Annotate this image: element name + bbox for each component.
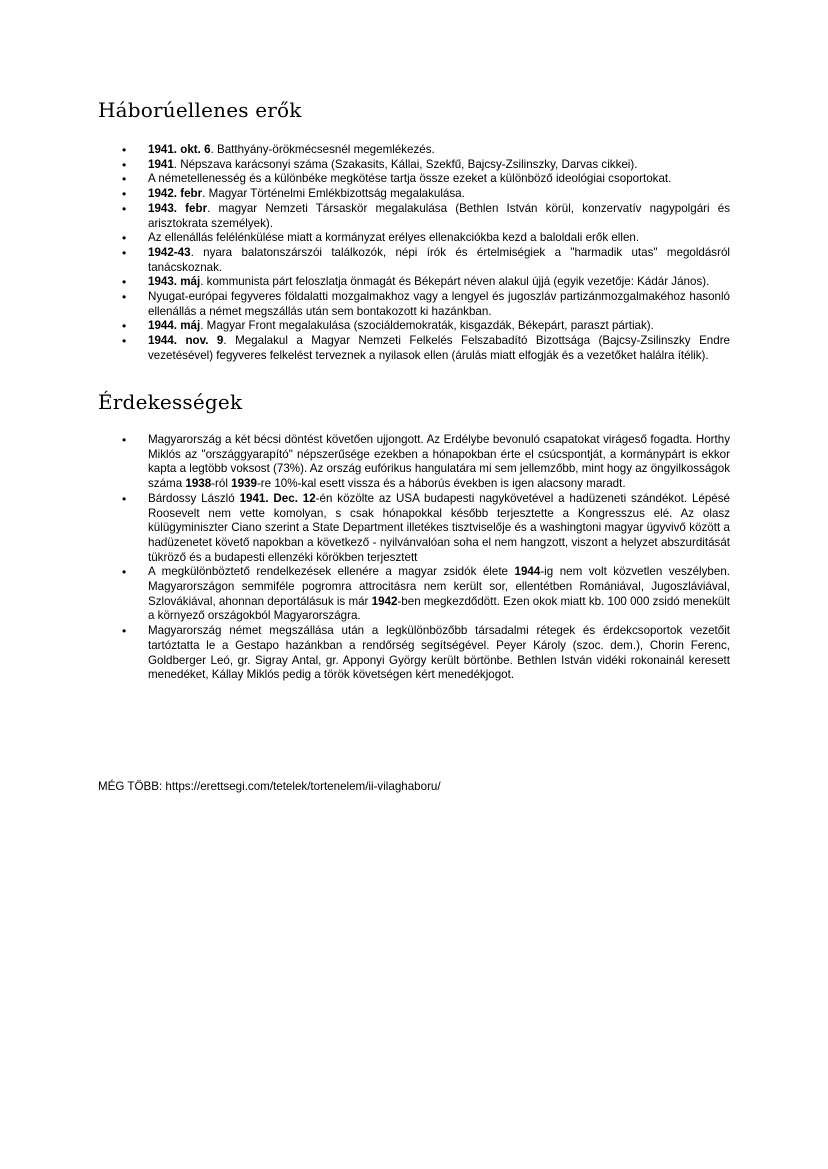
item-date: 1944. nov. 9 (148, 334, 224, 348)
haboruellenes-list (122, 143, 730, 364)
item-date: 1941 (148, 157, 174, 171)
list-item (122, 275, 730, 290)
item-date: 1941. Dec. 12 (239, 491, 316, 505)
section-title-haboruellenes: Háborúellenes erők (98, 98, 302, 122)
item-text: . magyar Nemzeti Társaskör megalakulása (Bethlen István körül, konzervatív nagypolgári és arisztokrata személyek). (148, 201, 730, 230)
list-item (122, 143, 730, 158)
item-date: 1944. máj (148, 319, 201, 333)
list-item (122, 433, 730, 492)
item-date: 1941. okt. 6 (148, 143, 211, 156)
list-item (122, 290, 730, 319)
item-text: A megkülönböztető rendelkezések ellenére a magyar zsidók élete (148, 565, 515, 579)
list-item (122, 172, 730, 187)
item-text: -re 10%-kal esett vissza és a háborús években is igen alacsony maradt. (256, 477, 626, 491)
list-item (122, 492, 730, 566)
item-text: -ig nem volt közvetlen veszélyben. Magyarországon semmiféle pogromra attrocitásra nem került sor, ellentétben Romániával, Jugoszláviával, Szlovákiával, ahonnan deportálásuk is már (148, 565, 730, 608)
item-text: . Batthyány-örökmécsesnél megemlékezés. (210, 143, 435, 156)
erdekessegek-list (122, 433, 730, 683)
list-item (122, 202, 730, 231)
list-item (122, 565, 730, 624)
item-text: Az ellenállás felélénkülése miatt a kormányzat erélyes ellenakciókba kezd a baloldali erők ellen. (148, 231, 640, 245)
item-date: 1943. febr (148, 201, 208, 215)
item-date: 1943. máj (148, 275, 201, 289)
item-text: -én közölte az USA budapesti nagykövetével a hadüzeneti szándékot. Lépésé Roosevelt nem vette komolyan, s csak hónapokkal később terjesztette a Kongresszus elé. Az olasz külügyminiszter Ciano szerint a State Department illetékes tisztviselője és a washingtoni magyar ügyvivő között a hadüzenetet követő napokban a következő - nyilvánvalóan soha el nem hangzott, viszont a helyzet abszurditását tükröző és a budapesti ellenzéki körökben terjesztett (148, 491, 730, 564)
list-item (122, 231, 730, 246)
item-date: 1942-43 (148, 245, 191, 259)
item-text: . kommunista párt feloszlatja önmagát és Békepárt néven alakul újjá (egyik vezetője: Kádár János). (200, 275, 710, 289)
item-year: 1942 (371, 594, 398, 608)
list-item (122, 187, 730, 202)
item-year: 1944 (514, 565, 541, 579)
item-text: Magyarország német megszállása után a legkülönbözőbb társadalmi rétegek és érdekcsoportok vezetőit tartóztatta le a Gestapo hazánkban a rendőrség segítségével. Peyer Károly (szoc. dem.), Chorin Ferenc, Goldberger Leó, gr. Sigray Antal, gr. Apponyi György került börtönbe. Bethlen István vidéki rokonainál keresett menedéket, Kállay Miklós pedig a török követségen kért menedékjogot. (148, 624, 730, 682)
item-text: -ról (211, 477, 232, 491)
list-item (122, 246, 730, 275)
item-text: Bárdossy László (148, 491, 240, 505)
section-title-erdekessegek: Érdekességek (98, 390, 243, 414)
item-date: 1942. febr (148, 187, 203, 201)
list-item (122, 334, 730, 363)
item-text: . Magyar Front megalakulása (szociáldemokraták, kisgazdák, Békepárt, paraszt pártiak). (200, 319, 654, 333)
item-year: 1938 (185, 477, 212, 491)
item-text: . Magyar Történelmi Emlékbizottság megalakulása. (202, 187, 465, 201)
list-item (122, 624, 730, 683)
list-item (122, 158, 730, 173)
list-item (122, 319, 730, 334)
item-text: . nyara balatonszárszói találkozók, népi írók és értelmiségiek a "harmadik utas" megoldásról tanácskoznak. (148, 245, 730, 274)
item-year: 1939 (231, 477, 257, 491)
item-text: Nyugat-európai fegyveres földalatti mozgalmakhoz vagy a lengyel és jugoszláv partizánmozgalmakéhoz hasonló ellenállás a német megszállás után sem bontakozott ki hazánkban. (148, 290, 730, 318)
footer-more-link[interactable]: MÉG TÖBB: https://erettsegi.com/tetelek/tortenelem/ii-vilaghaboru/ (98, 780, 441, 793)
item-text: Magyarország a két bécsi döntést követően ujjongott. Az Erdélybe bevonuló csapatokat virágeső fogadta. Horthy Miklós az "országgyarapító" népszerűsége ezekben a hónapokban érte el csúcspontját, a kormánypárt is ekkor kapta a legtöbb voksost (73%). Az ország eufórikus hangulatára mi sem jellemzőbb, mint hogy az öngyilkosságok száma (148, 433, 730, 491)
item-text: . Megalakul a Magyar Nemzeti Felkelés Felszabadító Bizottsága (Bajcsy-Zsilinszky Endre vezetésével) fegyveres felkelést terveznek a nyilasok ellen (árulás miatt elfogják és a vezetőket halálra ítélik). (148, 334, 731, 362)
item-text: A németellenesség és a különbéke megkötése tartja össze ezeket a különböző ideológiai csoportokat. (148, 172, 672, 186)
item-text: . Népszava karácsonyi száma (Szakasits, Kállai, Szekfű, Bajcsy-Zsilinszky, Darvas cikkei). (173, 157, 638, 171)
item-text: -ben megkezdődött. Ezen okok miatt kb. 100 000 zsidó menekült a környező országokból Magyarországra. (148, 594, 730, 623)
